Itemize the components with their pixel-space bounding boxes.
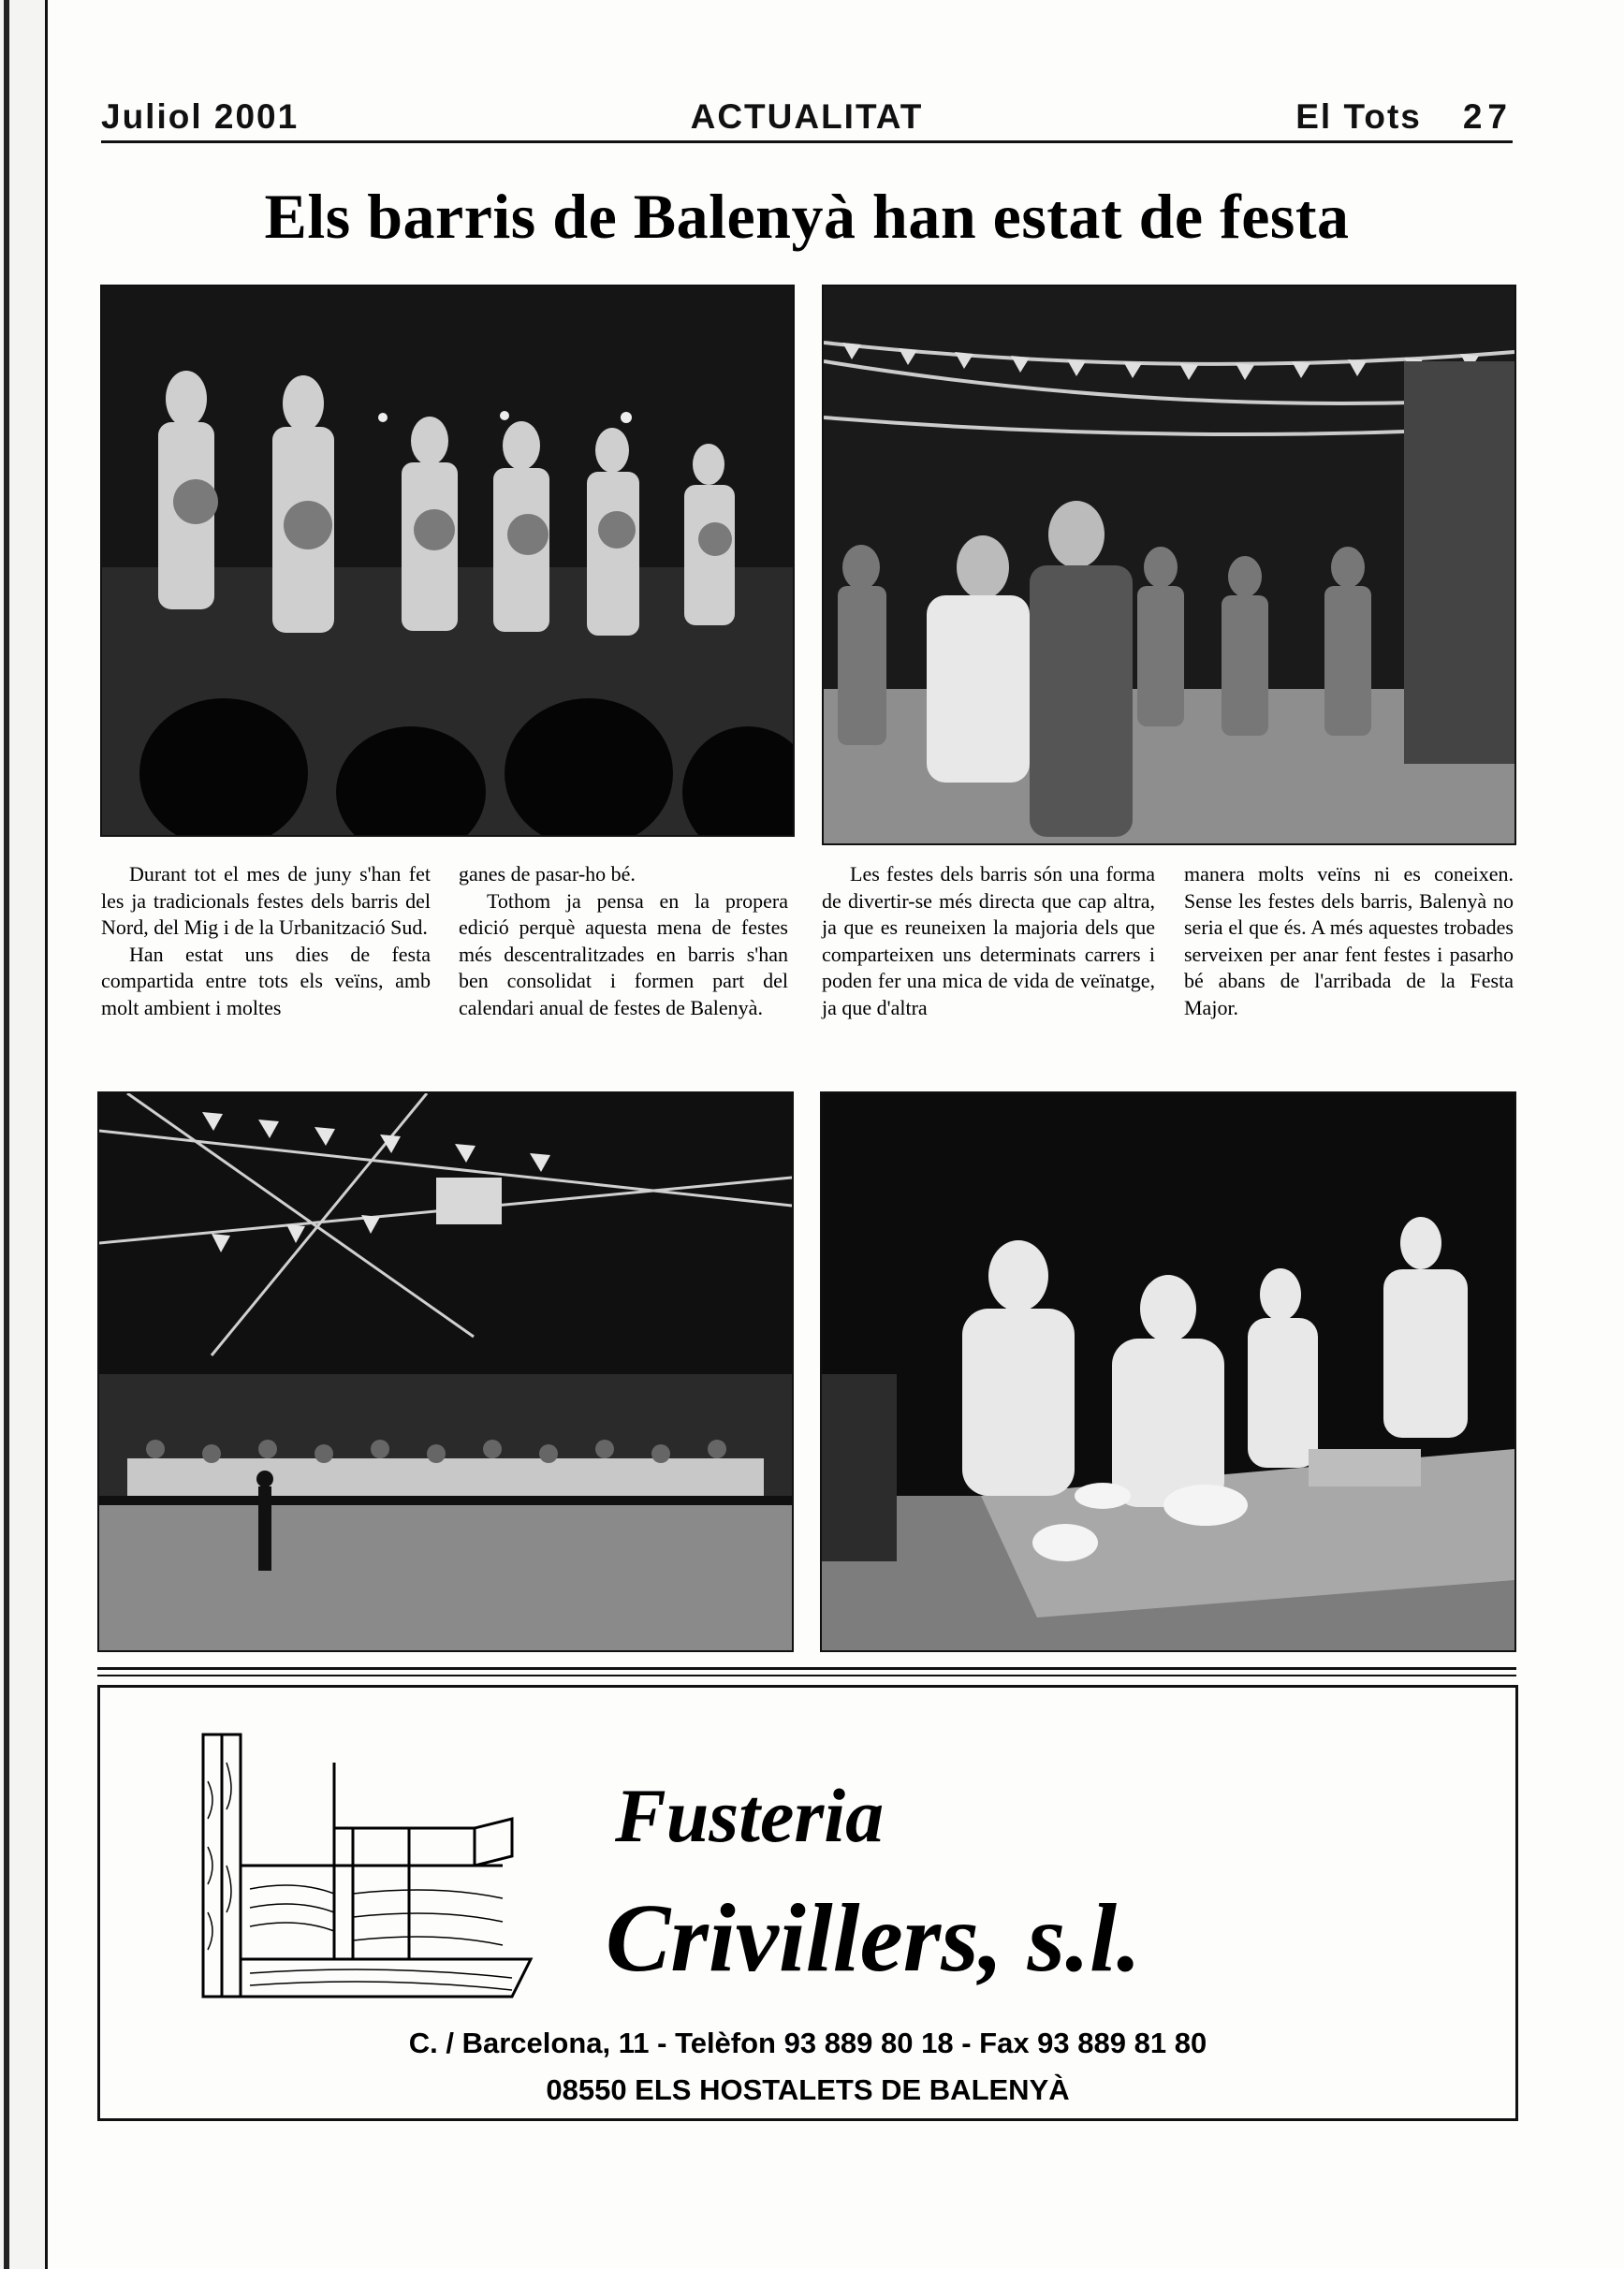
paragraph: manera molts veïns ni es coneixen. Sense les festes dels barris, Balenyà no seria el que és. A més aquestes trobades serveixen per anar fent festes i pasarho bé abans de l'arribada de la Festa Major. [1184, 862, 1514, 1019]
advertisement [97, 1685, 1518, 2121]
paragraph: Durant tot el mes de juny s'han fet les ja tradicionals festes dels barris del Nord, del Mig i de la Urbanització Sud. [101, 862, 431, 939]
article-column-1 [101, 861, 431, 1021]
woodwork-illustration [194, 1725, 540, 2006]
publication-info [1295, 97, 1513, 137]
article-column-4 [1184, 861, 1514, 1021]
article-headline: Els barris de Balenyà han estat de festa [264, 181, 1350, 252]
paragraph: Tothom ja pensa en la propera edició perquè aquesta mena de festes més descentralitzades en barris s'han ben consolidat i formen part del calendari anual de festes de Balenyà. [459, 888, 788, 1019]
scan-edge [0, 0, 48, 2269]
company-name-line1: Fusteria [615, 1773, 885, 1858]
page-number: 27 [1462, 97, 1513, 136]
company-name-line2: Crivillers, s.l. [606, 1884, 1142, 1992]
section-name: ACTUALITAT [690, 97, 924, 136]
company-address: C. / Barcelona, 11 - Telèfon 93 889 80 18 - Fax 93 889 81 80 [408, 2027, 1207, 2059]
photo-sports-hall [97, 1091, 794, 1652]
header-rule [101, 140, 1513, 143]
issue-date: Juliol 2001 [101, 97, 300, 136]
photo-cake-serving [820, 1091, 1516, 1652]
paragraph: ganes de pasar-ho bé. [459, 862, 636, 886]
photo-street-dance [822, 285, 1516, 845]
paragraph: Han estat uns dies de festa compartida entre tots els veïns, amb molt ambient i moltes [101, 942, 431, 1019]
ad-separator [97, 1675, 1516, 1676]
company-town: 08550 ELS HOSTALETS DE BALENYÀ [546, 2073, 1070, 2106]
publication-name: El Tots [1295, 97, 1422, 136]
photo-stage-ceremony [100, 285, 795, 837]
page-header [101, 97, 1513, 140]
paragraph: Les festes dels barris són una forma de divertir-se més directa que cap altra, ja que es reuneixen la majoria dels que comparteixen uns determinats carrers i poden fer una mica de vida de veïnatge, ja que d'altra [822, 862, 1155, 1019]
article-column-3 [822, 861, 1155, 1021]
article-column-2 [459, 861, 788, 1021]
ad-separator [97, 1667, 1516, 1670]
